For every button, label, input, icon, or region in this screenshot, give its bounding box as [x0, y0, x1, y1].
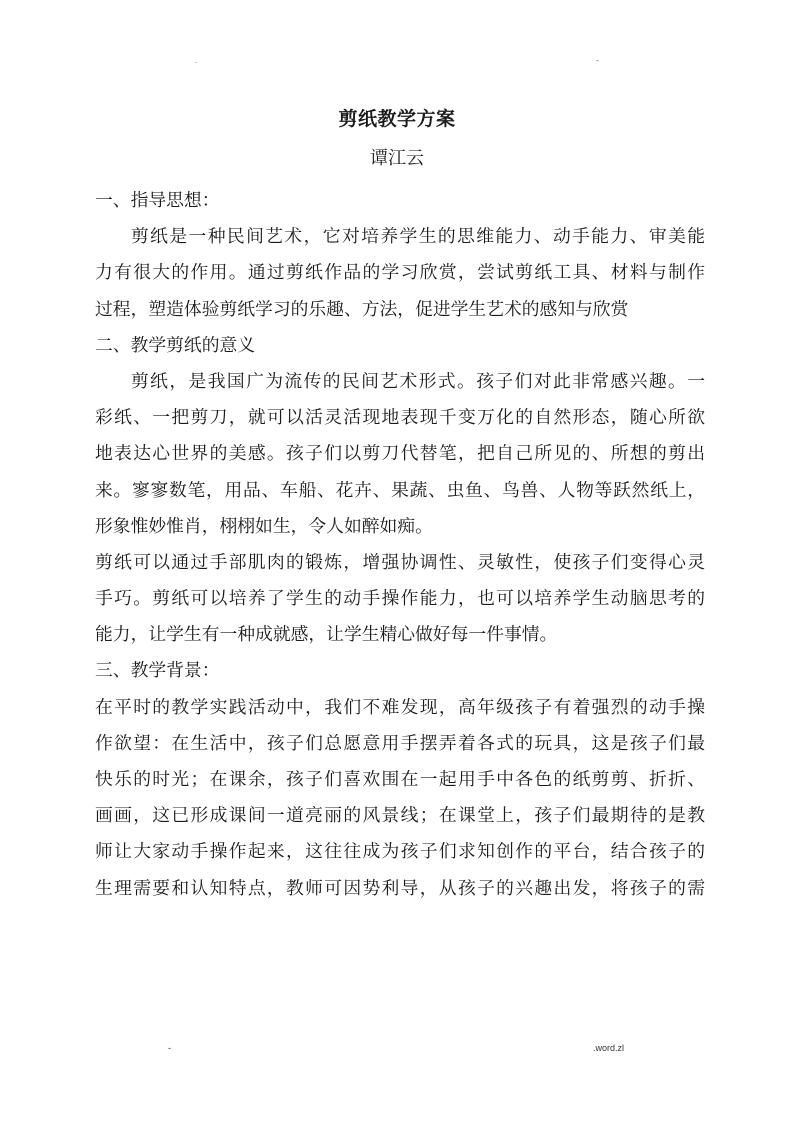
paragraph-line: 在平时的教学实践活动中，我们不难发现，高年级孩子有着强烈的动手操: [95, 696, 705, 718]
paragraph-line: 力有很大的作用。通过剪纸作品的学习欣赏，尝试剪纸工具、材料与制作: [95, 262, 705, 284]
header-left-mark: .: [195, 56, 198, 65]
paragraph-line: 师让大家动手操作起来，这往往成为孩子们求知创作的平台，结合孩子的: [95, 841, 705, 863]
document-title: 剪纸教学方案: [338, 108, 456, 130]
paragraph-line: 生理需要和认知特点，教师可因势利导，从孩子的兴趣出发，将孩子的需: [95, 877, 705, 899]
paragraph-line: 作欲望：在生活中，孩子们总愿意用手摆弄着各式的玩具，这是孩子们最: [95, 732, 705, 754]
paragraph-line: 剪纸，是我国广为流传的民间艺术形式。孩子们对此非常感兴趣。一: [131, 370, 705, 392]
section-heading: 三、教学背景：: [95, 660, 220, 682]
document-body: [95, 183, 705, 907]
paragraph-line: 快乐的时光；在课余，孩子们喜欢围在一起用手中各色的纸剪剪、折折、: [95, 769, 705, 790]
paragraph-line: 彩纸、一把剪刀，就可以活灵活现地表现千变万化的自然形态，随心所欲: [95, 407, 705, 429]
section-heading: 一、指导思想：: [95, 190, 220, 211]
paragraph-line: 画画，这已形成课间一道亮丽的风景线；在课堂上，孩子们最期待的是教: [95, 805, 705, 827]
paragraph-line: 来。寥寥数笔，用品、车船、花卉、果蔬、虫鱼、鸟兽、人物等跃然纸上，: [95, 479, 705, 501]
section-heading: 二、教学剪纸的意义: [95, 334, 256, 356]
header-right-mark: -: [596, 56, 599, 65]
footer-left-mark: -: [168, 1043, 171, 1053]
paragraph-line: 剪纸可以通过手部肌肉的锻炼，增强协调性、灵敏性，使孩子们变得心灵: [95, 551, 705, 573]
paragraph-line: 地表达心世界的美感。孩子们以剪刀代替笔，把自己所见的、所想的剪出: [95, 443, 705, 465]
footer-right-mark: .word.zl: [593, 1043, 625, 1053]
document-author: 谭江云: [370, 148, 424, 169]
paragraph-line: 手巧。剪纸可以培养了学生的动手操作能力，也可以培养学生动脑思考的: [95, 588, 705, 610]
paragraph-line: 形象惟妙惟肖，栩栩如生，令人如醉如痴。: [95, 515, 433, 537]
paragraph-line: 能力，让学生有一种成就感，让学生精心做好每一件事情。: [95, 624, 558, 646]
paragraph-line: 剪纸是一种民间艺术，它对培养学生的思维能力、动手能力、审美能: [131, 226, 705, 248]
paragraph-line: 过程，塑造体验剪纸学习的乐趣、方法，促进学生艺术的感知与欣赏: [95, 298, 629, 320]
